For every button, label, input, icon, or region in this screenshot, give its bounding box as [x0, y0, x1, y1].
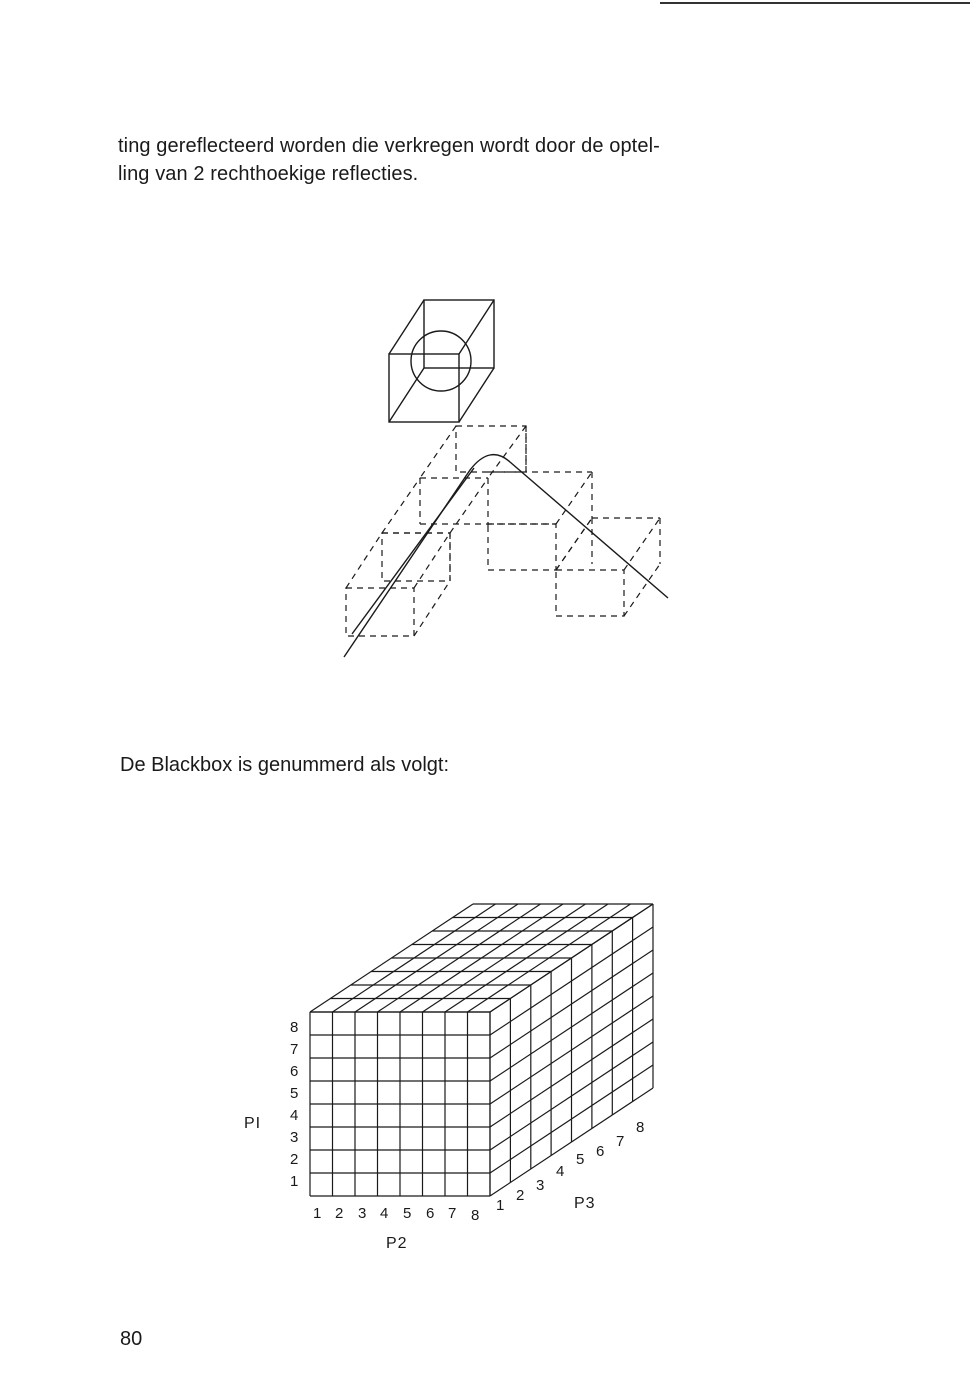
p1-tick-8: 8	[290, 1019, 299, 1036]
p1-tick-1: 1	[290, 1173, 299, 1190]
p2-tick-1: 1	[313, 1205, 322, 1222]
paragraph-line-1: ting gereflecteerd worden die verkregen wordt door de optel-	[118, 135, 660, 157]
p1-tick-4: 4	[290, 1107, 299, 1124]
p3-tick-1: 1	[496, 1197, 505, 1214]
p3-ticks	[496, 1119, 644, 1214]
p3-tick-3: 3	[536, 1177, 545, 1194]
p2-tick-4: 4	[380, 1205, 389, 1222]
p1-tick-7: 7	[290, 1041, 299, 1058]
p1-tick-2: 2	[290, 1151, 299, 1168]
page-number: 80	[120, 1328, 143, 1350]
p3-tick-4: 4	[556, 1163, 565, 1180]
p2-tick-6: 6	[426, 1205, 435, 1222]
p2-ticks	[313, 1205, 479, 1224]
p2-tick-7: 7	[448, 1205, 457, 1222]
p3-tick-7: 7	[616, 1133, 625, 1150]
p2-tick-3: 3	[358, 1205, 367, 1222]
p3-tick-6: 6	[596, 1143, 605, 1160]
p3-tick-5: 5	[576, 1151, 585, 1168]
blackbox-heading: De Blackbox is genummerd als volgt:	[120, 754, 450, 776]
p1-tick-5: 5	[290, 1085, 299, 1102]
p3-axis-label: P3	[574, 1195, 596, 1212]
p1-axis-label: PI	[244, 1115, 262, 1132]
p2-axis-label: P2	[386, 1235, 408, 1252]
p2-tick-5: 5	[403, 1205, 412, 1222]
p3-tick-8: 8	[636, 1119, 645, 1136]
p2-tick-8: 8	[471, 1207, 480, 1224]
p1-tick-3: 3	[290, 1129, 299, 1146]
p2-tick-2: 2	[335, 1205, 344, 1222]
p1-tick-6: 6	[290, 1063, 299, 1080]
p1-ticks	[290, 1019, 298, 1190]
p3-tick-2: 2	[516, 1187, 525, 1204]
paragraph-line-2: ling van 2 rechthoekige reflecties.	[118, 163, 419, 185]
